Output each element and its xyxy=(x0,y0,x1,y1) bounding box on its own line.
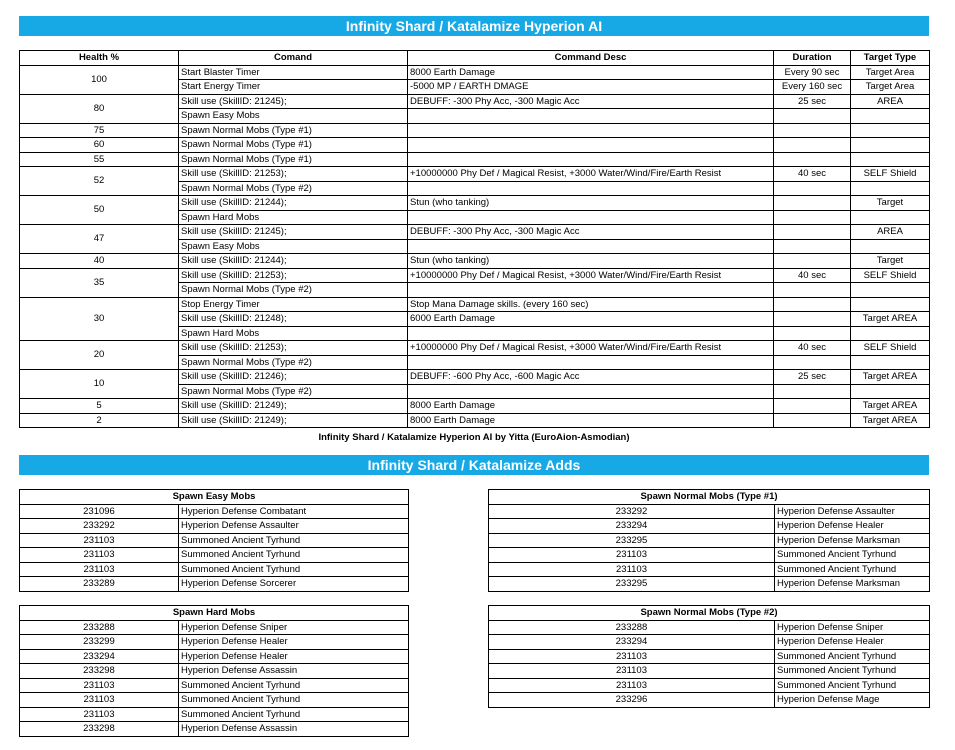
duration-cell xyxy=(774,312,851,327)
header-duration: Duration xyxy=(774,51,851,66)
duration-cell xyxy=(774,254,851,269)
command-desc-cell xyxy=(408,355,774,370)
target-type-cell xyxy=(851,326,930,341)
table-row xyxy=(20,664,409,679)
mob-name-cell: Summoned Ancient Tyrhund xyxy=(179,548,409,563)
mob-id-cell: 233295 xyxy=(489,533,775,548)
table-row xyxy=(20,254,930,269)
command-desc-cell: Stun (who tanking) xyxy=(408,196,774,211)
mob-id-cell: 233294 xyxy=(489,635,775,650)
command-cell: Spawn Hard Mobs xyxy=(179,210,408,225)
duration-cell: 40 sec xyxy=(774,341,851,356)
duration-cell xyxy=(774,225,851,240)
mob-name-cell: Summoned Ancient Tyrhund xyxy=(775,649,930,664)
table-row xyxy=(489,577,930,592)
mob-id-cell: 231103 xyxy=(489,548,775,563)
health-cell: 40 xyxy=(20,254,179,269)
command-desc-cell xyxy=(408,326,774,341)
mob-name-cell: Summoned Ancient Tyrhund xyxy=(775,548,930,563)
table-row xyxy=(489,620,930,635)
table-row xyxy=(489,678,930,693)
mob-name-cell: Hyperion Defense Mage xyxy=(775,693,930,708)
duration-cell xyxy=(774,413,851,428)
header-command-desc: Command Desc xyxy=(408,51,774,66)
duration-cell xyxy=(774,399,851,414)
mob-name-cell: Hyperion Defense Assassin xyxy=(179,664,409,679)
command-desc-cell: Stop Mana Damage skills. (every 160 sec) xyxy=(408,297,774,312)
health-cell: 5 xyxy=(20,399,179,414)
command-cell: Spawn Hard Mobs xyxy=(179,326,408,341)
table-row xyxy=(20,504,409,519)
duration-cell xyxy=(774,152,851,167)
table-row xyxy=(20,693,409,708)
mob-id-cell: 233288 xyxy=(489,620,775,635)
mob-name-cell: Hyperion Defense Healer xyxy=(179,635,409,650)
target-type-cell xyxy=(851,181,930,196)
health-cell: 10 xyxy=(20,370,179,399)
table-row xyxy=(489,649,930,664)
duration-cell: Every 160 sec xyxy=(774,80,851,95)
target-type-cell xyxy=(851,239,930,254)
mob-id-cell: 231103 xyxy=(20,707,179,722)
target-type-cell: Target xyxy=(851,254,930,269)
mob-name-cell: Hyperion Defense Assaulter xyxy=(775,504,930,519)
command-desc-cell xyxy=(408,123,774,138)
command-cell: Skill use (SkillID: 21249); xyxy=(179,399,408,414)
command-cell: Skill use (SkillID: 21244); xyxy=(179,196,408,211)
table-row xyxy=(489,664,930,679)
mob-name-cell: Hyperion Defense Marksman xyxy=(775,533,930,548)
command-desc-cell: DEBUFF: -600 Phy Acc, -600 Magic Acc xyxy=(408,370,774,385)
duration-cell xyxy=(774,123,851,138)
adds-title-banner: Infinity Shard / Katalamize Adds xyxy=(19,455,929,475)
target-type-cell: Target AREA xyxy=(851,399,930,414)
command-desc-cell: -5000 MP / EARTH DMAGE xyxy=(408,80,774,95)
table-title: Spawn Normal Mobs (Type #2) xyxy=(489,606,930,621)
target-type-cell xyxy=(851,283,930,298)
table-row xyxy=(20,533,409,548)
table-row xyxy=(20,577,409,592)
duration-cell xyxy=(774,355,851,370)
health-cell: 60 xyxy=(20,138,179,153)
table-row xyxy=(20,722,409,737)
target-type-cell xyxy=(851,123,930,138)
target-type-cell: Target Area xyxy=(851,80,930,95)
command-cell: Skill use (SkillID: 21249); xyxy=(179,413,408,428)
mob-id-cell: 233294 xyxy=(489,519,775,534)
table-title: Spawn Hard Mobs xyxy=(20,606,409,621)
easy-mobs-table xyxy=(19,489,409,592)
table-row xyxy=(20,399,930,414)
target-type-cell xyxy=(851,138,930,153)
target-type-cell: Target Area xyxy=(851,65,930,80)
mob-name-cell: Hyperion Defense Sorcerer xyxy=(179,577,409,592)
mob-name-cell: Hyperion Defense Marksman xyxy=(775,577,930,592)
table-row xyxy=(20,196,930,211)
command-cell: Start Blaster Timer xyxy=(179,65,408,80)
command-desc-cell xyxy=(408,239,774,254)
command-cell: Skill use (SkillID: 21248); xyxy=(179,312,408,327)
target-type-cell xyxy=(851,152,930,167)
mob-id-cell: 233298 xyxy=(20,722,179,737)
mob-id-cell: 233294 xyxy=(20,649,179,664)
table-row xyxy=(20,635,409,650)
target-type-cell xyxy=(851,210,930,225)
health-cell: 2 xyxy=(20,413,179,428)
duration-cell xyxy=(774,384,851,399)
table-row xyxy=(20,649,409,664)
mob-id-cell: 233295 xyxy=(489,577,775,592)
command-desc-cell: 8000 Earth Damage xyxy=(408,65,774,80)
command-desc-cell xyxy=(408,152,774,167)
command-cell: Spawn Normal Mobs (Type #2) xyxy=(179,181,408,196)
target-type-cell: Target AREA xyxy=(851,312,930,327)
table-row xyxy=(20,620,409,635)
mob-id-cell: 231103 xyxy=(489,664,775,679)
target-type-cell: Target xyxy=(851,196,930,211)
duration-cell xyxy=(774,138,851,153)
target-type-cell: SELF Shield xyxy=(851,167,930,182)
duration-cell xyxy=(774,210,851,225)
table-row xyxy=(20,123,930,138)
command-desc-cell xyxy=(408,181,774,196)
table-row xyxy=(20,152,930,167)
mob-id-cell: 233292 xyxy=(20,519,179,534)
health-cell: 20 xyxy=(20,341,179,370)
mob-name-cell: Summoned Ancient Tyrhund xyxy=(179,562,409,577)
table-row xyxy=(20,167,930,182)
command-cell: Spawn Normal Mobs (Type #1) xyxy=(179,123,408,138)
duration-cell xyxy=(774,326,851,341)
table-row xyxy=(20,548,409,563)
command-desc-cell: +10000000 Phy Def / Magical Resist, +3000 Water/Wind/Fire/Earth Resist xyxy=(408,167,774,182)
mob-name-cell: Hyperion Defense Assassin xyxy=(179,722,409,737)
health-cell: 52 xyxy=(20,167,179,196)
header-command: Comand xyxy=(179,51,408,66)
table-row xyxy=(489,562,930,577)
table-row xyxy=(20,94,930,109)
command-cell: Spawn Normal Mobs (Type #2) xyxy=(179,355,408,370)
table-row xyxy=(20,562,409,577)
mob-name-cell: Summoned Ancient Tyrhund xyxy=(775,678,930,693)
table-title: Spawn Normal Mobs (Type #1) xyxy=(489,490,930,505)
mob-name-cell: Summoned Ancient Tyrhund xyxy=(179,707,409,722)
mob-id-cell: 231103 xyxy=(20,562,179,577)
command-desc-cell: Stun (who tanking) xyxy=(408,254,774,269)
command-desc-cell: 6000 Earth Damage xyxy=(408,312,774,327)
table-row xyxy=(20,413,930,428)
mob-name-cell: Hyperion Defense Combatant xyxy=(179,504,409,519)
command-desc-cell: DEBUFF: -300 Phy Acc, -300 Magic Acc xyxy=(408,94,774,109)
header-row xyxy=(20,51,930,66)
main-title-banner: Infinity Shard / Katalamize Hyperion AI xyxy=(19,16,929,36)
table-row xyxy=(20,519,409,534)
command-cell: Skill use (SkillID: 21246); xyxy=(179,370,408,385)
command-cell: Spawn Normal Mobs (Type #1) xyxy=(179,152,408,167)
header-health: Health % xyxy=(20,51,179,66)
duration-cell: 25 sec xyxy=(774,94,851,109)
command-desc-cell xyxy=(408,109,774,124)
command-cell: Spawn Normal Mobs (Type #2) xyxy=(179,384,408,399)
duration-cell xyxy=(774,297,851,312)
mob-name-cell: Hyperion Defense Healer xyxy=(775,519,930,534)
command-desc-cell: 8000 Earth Damage xyxy=(408,413,774,428)
health-cell: 80 xyxy=(20,94,179,123)
health-cell: 100 xyxy=(20,65,179,94)
command-desc-cell xyxy=(408,210,774,225)
duration-cell: Every 90 sec xyxy=(774,65,851,80)
health-cell: 75 xyxy=(20,123,179,138)
command-cell: Skill use (SkillID: 21253); xyxy=(179,167,408,182)
command-cell: Spawn Easy Mobs xyxy=(179,239,408,254)
mob-name-cell: Hyperion Defense Healer xyxy=(775,635,930,650)
mob-name-cell: Hyperion Defense Sniper xyxy=(775,620,930,635)
table-row xyxy=(489,548,930,563)
table-row xyxy=(20,707,409,722)
command-desc-cell xyxy=(408,138,774,153)
mob-name-cell: Hyperion Defense Sniper xyxy=(179,620,409,635)
duration-cell xyxy=(774,181,851,196)
target-type-cell xyxy=(851,355,930,370)
duration-cell xyxy=(774,239,851,254)
target-type-cell xyxy=(851,109,930,124)
table-title: Spawn Easy Mobs xyxy=(20,490,409,505)
command-cell: Spawn Normal Mobs (Type #1) xyxy=(179,138,408,153)
command-desc-cell: DEBUFF: -300 Phy Acc, -300 Magic Acc xyxy=(408,225,774,240)
table-row xyxy=(20,138,930,153)
mob-id-cell: 233299 xyxy=(20,635,179,650)
mob-name-cell: Summoned Ancient Tyrhund xyxy=(179,533,409,548)
credit-line: Infinity Shard / Katalamize Hyperion AI by Yitta (EuroAion-Asmodian) xyxy=(318,432,630,443)
table-row xyxy=(489,693,930,708)
table-row xyxy=(489,504,930,519)
normal-mobs-type2-table xyxy=(488,605,930,708)
target-type-cell: SELF Shield xyxy=(851,341,930,356)
health-cell: 30 xyxy=(20,297,179,341)
mob-id-cell: 231103 xyxy=(20,533,179,548)
duration-cell xyxy=(774,109,851,124)
health-cell: 50 xyxy=(20,196,179,225)
target-type-cell xyxy=(851,384,930,399)
mob-id-cell: 231103 xyxy=(20,678,179,693)
command-cell: Skill use (SkillID: 21245); xyxy=(179,94,408,109)
command-cell: Spawn Easy Mobs xyxy=(179,109,408,124)
hyperion-ai-table xyxy=(19,50,930,428)
target-type-cell xyxy=(851,297,930,312)
command-cell: Stop Energy Timer xyxy=(179,297,408,312)
mob-id-cell: 233292 xyxy=(489,504,775,519)
table-row xyxy=(20,225,930,240)
duration-cell: 25 sec xyxy=(774,370,851,385)
command-cell: Skill use (SkillID: 21245); xyxy=(179,225,408,240)
command-desc-cell: +10000000 Phy Def / Magical Resist, +3000 Water/Wind/Fire/Earth Resist xyxy=(408,341,774,356)
duration-cell xyxy=(774,283,851,298)
mob-id-cell: 231103 xyxy=(20,548,179,563)
target-type-cell: SELF Shield xyxy=(851,268,930,283)
table-row xyxy=(20,678,409,693)
table-row xyxy=(489,635,930,650)
mob-name-cell: Hyperion Defense Healer xyxy=(179,649,409,664)
health-cell: 35 xyxy=(20,268,179,297)
target-type-cell: Target AREA xyxy=(851,413,930,428)
duration-cell xyxy=(774,196,851,211)
table-row xyxy=(20,65,930,80)
header-target-type: Target Type xyxy=(851,51,930,66)
mob-id-cell: 233296 xyxy=(489,693,775,708)
table-row xyxy=(489,533,930,548)
command-cell: Spawn Normal Mobs (Type #2) xyxy=(179,283,408,298)
target-type-cell: Target AREA xyxy=(851,370,930,385)
mob-name-cell: Summoned Ancient Tyrhund xyxy=(775,664,930,679)
mob-id-cell: 233298 xyxy=(20,664,179,679)
mob-id-cell: 231103 xyxy=(489,562,775,577)
table-row xyxy=(20,297,930,312)
mob-id-cell: 231103 xyxy=(489,649,775,664)
table-row xyxy=(20,341,930,356)
command-cell: Skill use (SkillID: 21253); xyxy=(179,268,408,283)
mob-name-cell: Hyperion Defense Assaulter xyxy=(179,519,409,534)
command-cell: Start Energy Timer xyxy=(179,80,408,95)
mob-id-cell: 231096 xyxy=(20,504,179,519)
target-type-cell: AREA xyxy=(851,225,930,240)
table-row xyxy=(20,268,930,283)
command-desc-cell xyxy=(408,384,774,399)
health-cell: 55 xyxy=(20,152,179,167)
command-desc-cell xyxy=(408,283,774,298)
mob-id-cell: 231103 xyxy=(20,693,179,708)
mob-id-cell: 231103 xyxy=(489,678,775,693)
mob-name-cell: Summoned Ancient Tyrhund xyxy=(179,678,409,693)
duration-cell: 40 sec xyxy=(774,268,851,283)
command-desc-cell: +10000000 Phy Def / Magical Resist, +3000 Water/Wind/Fire/Earth Resist xyxy=(408,268,774,283)
table-row xyxy=(489,519,930,534)
mob-name-cell: Summoned Ancient Tyrhund xyxy=(775,562,930,577)
target-type-cell: AREA xyxy=(851,94,930,109)
command-cell: Skill use (SkillID: 21244); xyxy=(179,254,408,269)
mob-id-cell: 233288 xyxy=(20,620,179,635)
mob-id-cell: 233289 xyxy=(20,577,179,592)
health-cell: 47 xyxy=(20,225,179,254)
hard-mobs-table xyxy=(19,605,409,737)
command-desc-cell: 8000 Earth Damage xyxy=(408,399,774,414)
mob-name-cell: Summoned Ancient Tyrhund xyxy=(179,693,409,708)
table-row xyxy=(20,370,930,385)
command-cell: Skill use (SkillID: 21253); xyxy=(179,341,408,356)
normal-mobs-type1-table xyxy=(488,489,930,592)
duration-cell: 40 sec xyxy=(774,167,851,182)
